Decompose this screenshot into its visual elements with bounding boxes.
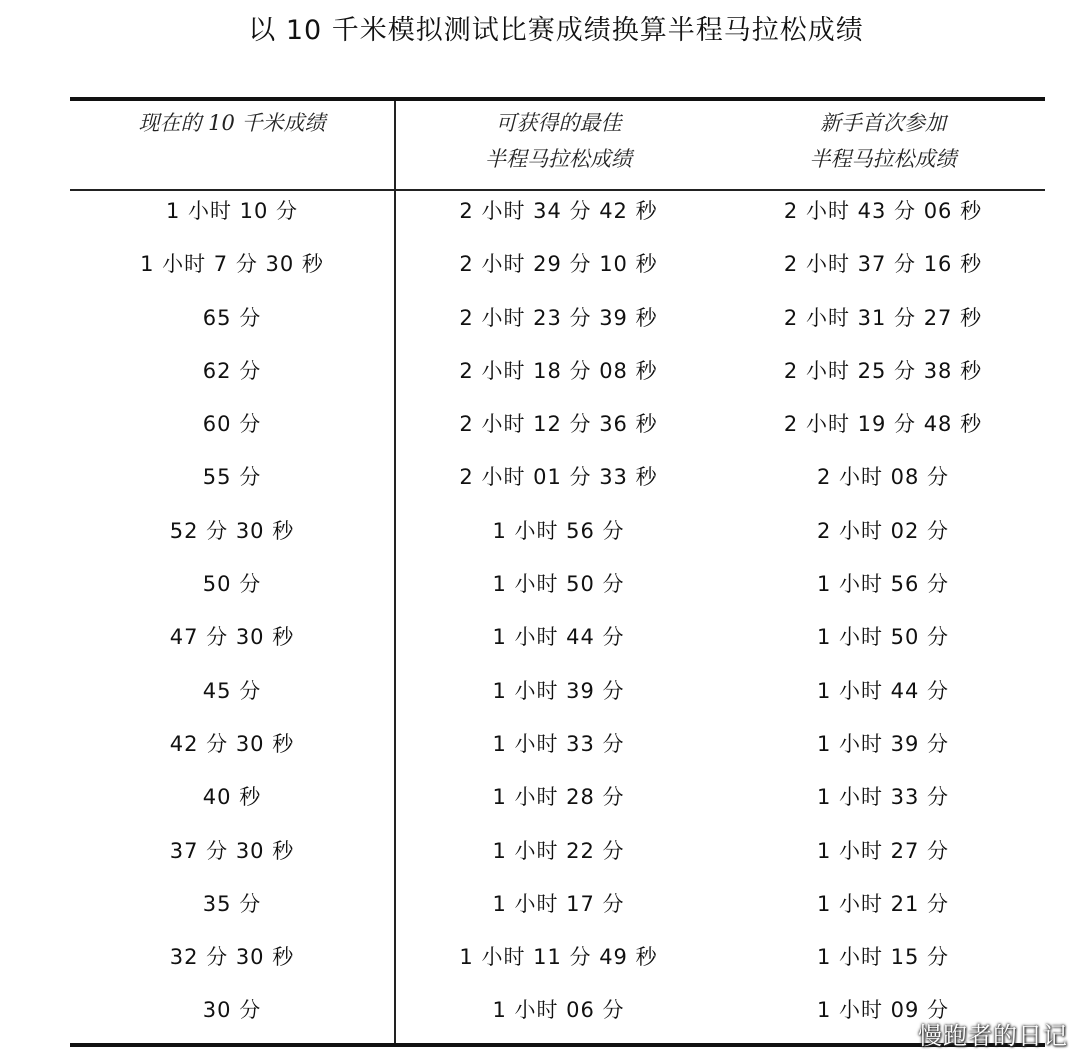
current-10k-time-cell: 62 分 [202,358,262,383]
current-10k-time-cell: 45 分 [202,678,262,703]
table-body [70,191,1045,1044]
first-time-half-marathon-time-cell: 2 小时 19 分 48 秒 [783,412,983,437]
first-time-half-marathon-time-cell: 2 小时 43 分 06 秒 [783,199,983,223]
best-half-marathon-time-cell: 2 小时 34 分 42 秒 [459,199,658,223]
best-half-marathon-time-cell: 1 小时 33 分 [492,731,625,756]
first-time-half-marathon-time-cell: 2 小时 08 分 [816,465,950,490]
current-10k-time-cell: 60 分 [202,412,262,437]
best-half-marathon-time-cell: 2 小时 01 分 33 秒 [459,465,658,490]
best-half-marathon-time-cell: 2 小时 23 分 39 秒 [459,305,658,330]
table-row [70,191,1045,244]
current-10k-time-cell: 35 分 [202,891,262,916]
watermark: 慢跑者的日记 [918,1022,1068,1050]
conversion-table [70,97,1045,1047]
table-row [70,244,1045,297]
best-half-marathon-time-cell: 1 小时 44 分 [492,625,625,650]
table-row [70,937,1045,990]
header-first-time-half-marathon [721,105,1045,177]
table-row [70,617,1045,670]
table-row [70,298,1045,351]
header-line: 半程马拉松成绩 [485,147,632,171]
header-line: 现在的 10 千米成绩 [138,111,326,135]
first-time-half-marathon-time-cell: 1 小时 39 分 [816,731,950,756]
current-10k-time-cell: 30 分 [202,998,262,1023]
first-time-half-marathon-time-cell: 1 小时 33 分 [816,785,950,810]
current-10k-time-cell: 1 小时 10 分 [165,199,299,223]
table-row [70,831,1045,884]
table-row [70,671,1045,724]
best-half-marathon-time-cell: 1 小时 22 分 [492,838,625,863]
first-time-half-marathon-time-cell: 1 小时 44 分 [816,678,950,703]
table-row [70,990,1045,1043]
best-half-marathon-time-cell: 1 小时 17 分 [492,891,625,916]
best-half-marathon-time-cell: 1 小时 11 分 49 秒 [459,945,658,970]
current-10k-time-cell: 37 分 30 秒 [169,838,295,863]
first-time-half-marathon-time-cell: 2 小时 37 分 16 秒 [783,252,983,277]
table-row [70,777,1045,830]
best-half-marathon-time-cell: 1 小时 39 分 [492,678,625,703]
header-line: 可获得的最佳 [495,111,622,135]
page-title: 以 10 千米模拟测试比赛成绩换算半程马拉松成绩 [248,15,864,46]
table-row [70,724,1045,777]
best-half-marathon-time-cell: 1 小时 50 分 [492,572,625,597]
header-best-half-marathon [396,105,721,177]
table-row [70,511,1045,564]
table-row [70,351,1045,404]
current-10k-time-cell: 47 分 30 秒 [169,625,295,650]
current-10k-time-cell: 42 分 30 秒 [169,731,295,756]
first-time-half-marathon-time-cell: 2 小时 31 分 27 秒 [783,305,983,330]
best-half-marathon-time-cell: 2 小时 12 分 36 秒 [459,412,658,437]
best-half-marathon-time-cell: 1 小时 28 分 [492,785,625,810]
table-row [70,457,1045,510]
best-half-marathon-time-cell: 1 小时 56 分 [492,518,625,543]
header-line: 新手首次参加 [820,111,946,135]
first-time-half-marathon-time-cell: 2 小时 25 分 38 秒 [783,358,983,383]
current-10k-time-cell: 32 分 30 秒 [169,945,295,970]
current-10k-time-cell: 52 分 30 秒 [169,518,295,543]
best-half-marathon-time-cell: 2 小时 29 分 10 秒 [459,252,658,277]
first-time-half-marathon-time-cell: 1 小时 27 分 [816,838,950,863]
first-time-half-marathon-time-cell: 1 小时 21 分 [816,891,950,916]
table-top-rule [70,97,1045,101]
current-10k-time-cell: 50 分 [202,572,262,597]
table-row [70,884,1045,937]
current-10k-time-cell: 65 分 [202,305,262,330]
first-time-half-marathon-time-cell: 1 小时 50 分 [816,625,950,650]
first-time-half-marathon-time-cell: 1 小时 15 分 [816,945,950,970]
current-10k-time-cell: 1 小时 7 分 30 秒 [140,252,324,277]
best-half-marathon-time-cell: 1 小时 06 分 [492,998,625,1023]
table-row [70,564,1045,617]
first-time-half-marathon-time-cell: 1 小时 09 分 [816,998,950,1023]
best-half-marathon-time-cell: 2 小时 18 分 08 秒 [459,358,658,383]
current-10k-time-cell: 55 分 [202,465,262,490]
first-time-half-marathon-time-cell: 2 小时 02 分 [816,518,950,543]
table-row [70,404,1045,457]
header-current-10k [70,105,394,141]
first-time-half-marathon-time-cell: 1 小时 56 分 [816,572,950,597]
header-line: 半程马拉松成绩 [809,147,957,171]
current-10k-time-cell: 40 秒 [202,785,262,810]
